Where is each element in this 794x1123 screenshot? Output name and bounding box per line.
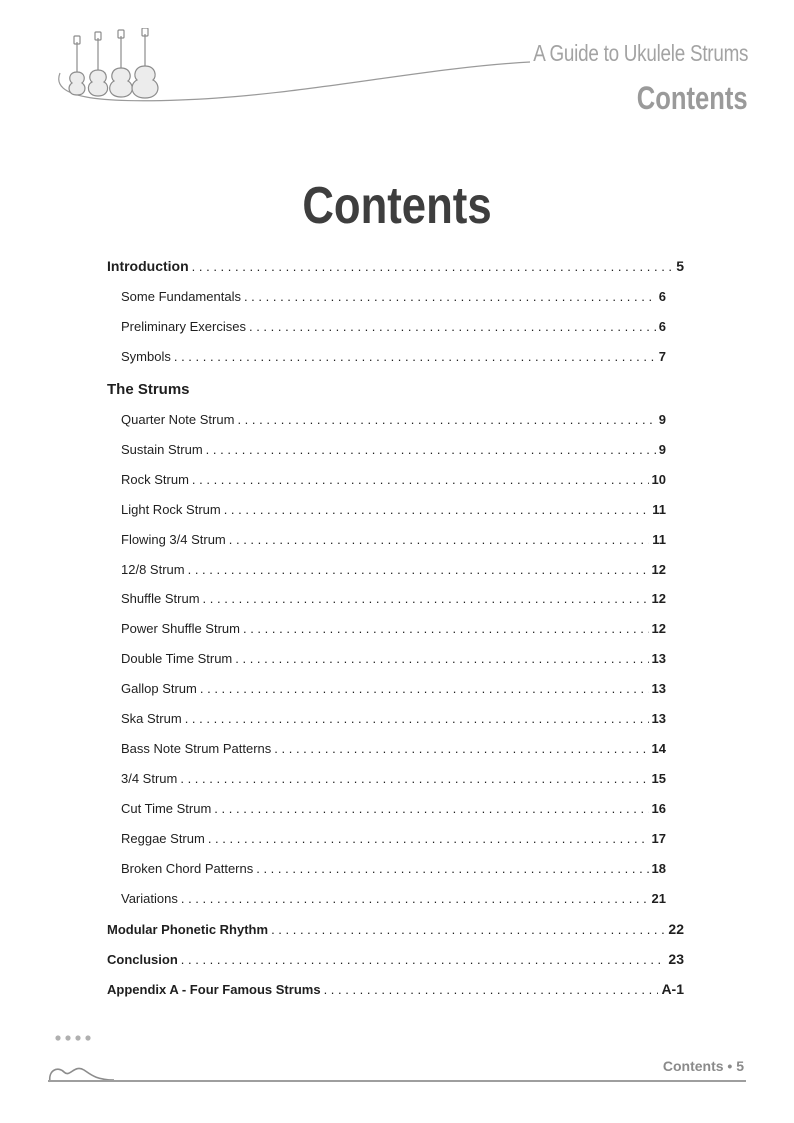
footer-rule xyxy=(48,1080,746,1082)
toc-entry[interactable] xyxy=(121,861,666,881)
dot-leader xyxy=(203,591,649,606)
toc-entry-page: 6 xyxy=(658,289,666,304)
dot-leader xyxy=(271,922,665,937)
dot-leader xyxy=(237,412,655,427)
dot-leader xyxy=(324,982,659,997)
toc-entry-title: Quarter Note Strum xyxy=(121,412,235,427)
toc-entry-title: Rock Strum xyxy=(121,472,189,487)
toc-entry-page: 22 xyxy=(668,921,684,937)
toc-entry-page: 23 xyxy=(668,951,684,967)
dot-leader xyxy=(235,651,648,666)
toc-entry-title: Conclusion xyxy=(107,952,178,967)
dot-leader xyxy=(243,621,649,636)
ukulele-icon xyxy=(110,30,133,97)
dot-leader xyxy=(181,891,649,906)
dot-leader xyxy=(192,259,674,274)
toc-entry[interactable] xyxy=(121,651,666,671)
toc-entry-page: 12 xyxy=(651,591,666,606)
toc-entry-title: Light Rock Strum xyxy=(121,502,221,517)
toc-entry[interactable] xyxy=(121,891,666,911)
toc-entry[interactable] xyxy=(121,741,666,761)
toc-entry-title: 3/4 Strum xyxy=(121,771,178,786)
ukulele-header-illustration xyxy=(40,28,560,118)
toc-entry[interactable] xyxy=(121,412,666,432)
toc-entry[interactable] xyxy=(121,771,666,791)
toc-entry-title: Symbols xyxy=(121,349,171,364)
toc-entry[interactable] xyxy=(121,289,666,309)
toc-entry-title: Shuffle Strum xyxy=(121,591,200,606)
toc-entry-page: 14 xyxy=(651,741,666,756)
page-footer: Contents • 5 xyxy=(662,1058,744,1074)
toc-entry[interactable] xyxy=(121,442,666,462)
dot-leader xyxy=(224,502,650,517)
dot-leader xyxy=(181,952,666,967)
dot-leader xyxy=(206,442,656,457)
ukulele-icon xyxy=(88,32,107,96)
toc-entry-title: Ska Strum xyxy=(121,711,182,726)
dot-leader xyxy=(229,532,649,547)
toc-entry-page: 9 xyxy=(658,442,666,457)
ukulele-icon xyxy=(69,36,85,95)
toc-entry-page: 12 xyxy=(651,562,666,577)
dot-leader xyxy=(249,319,656,334)
dot-leader xyxy=(188,562,649,577)
dot-leader xyxy=(214,801,648,816)
dot-leader xyxy=(274,741,648,756)
toc-entry-title: Gallop Strum xyxy=(121,681,197,696)
toc-entry-page: 17 xyxy=(651,831,666,846)
toc-section-heading: The Strums xyxy=(107,381,190,398)
toc-entry[interactable] xyxy=(121,349,666,369)
dot-leader xyxy=(200,681,649,696)
toc-entry[interactable] xyxy=(121,801,666,821)
page-title: Contents xyxy=(302,177,492,235)
dot-leader xyxy=(180,771,648,786)
toc-entry-title: Introduction xyxy=(107,258,189,274)
toc-entry-title: Cut Time Strum xyxy=(121,801,212,816)
toc-entry-page: 7 xyxy=(658,349,666,364)
toc-entry-page: 15 xyxy=(651,771,666,786)
toc-entry-page: 12 xyxy=(651,621,666,636)
toc-entry[interactable] xyxy=(121,591,666,611)
dot-leader xyxy=(185,711,649,726)
toc-entry-title: Appendix A - Four Famous Strums xyxy=(107,982,321,997)
toc-entry-page: 21 xyxy=(651,891,666,906)
toc-entry-modular-phonetic-rhythm[interactable] xyxy=(107,921,684,941)
toc-entry[interactable] xyxy=(121,831,666,851)
toc-entry-title: Double Time Strum xyxy=(121,651,233,666)
toc-entry-title: Flowing 3/4 Strum xyxy=(121,532,226,547)
toc-entry-conclusion[interactable] xyxy=(107,951,684,971)
toc-entry-title: Preliminary Exercises xyxy=(121,319,246,334)
toc-entry-appendix-a[interactable] xyxy=(107,981,684,1001)
running-section-title: Contents xyxy=(637,80,748,116)
toc-entry-title: Broken Chord Patterns xyxy=(121,861,254,876)
toc-entry[interactable] xyxy=(121,502,666,522)
toc-entry[interactable] xyxy=(121,472,666,492)
toc-entry-title: Power Shuffle Strum xyxy=(121,621,240,636)
book-title: A Guide to Ukulele Strums xyxy=(532,40,748,66)
toc-entry-page: 11 xyxy=(652,532,666,547)
toc-entry-page: 13 xyxy=(651,711,666,726)
toc-entry-page: 6 xyxy=(658,319,666,334)
dot-leader xyxy=(174,349,656,364)
dot-leader xyxy=(208,831,649,846)
toc-entry[interactable] xyxy=(121,681,666,701)
footer-ornament-icon xyxy=(44,1030,114,1086)
toc-entry-page: 5 xyxy=(676,258,684,274)
toc-entry-page: 10 xyxy=(651,472,666,487)
toc-entry[interactable] xyxy=(121,562,666,582)
toc-entry[interactable] xyxy=(121,711,666,731)
dot-leader xyxy=(256,861,648,876)
toc-entry-page: 13 xyxy=(651,681,666,696)
toc-entry-title: Sustain Strum xyxy=(121,442,203,457)
toc-entry-title: Modular Phonetic Rhythm xyxy=(107,922,269,937)
toc-entry-page: 18 xyxy=(651,861,666,876)
toc-entry-introduction[interactable] xyxy=(107,258,684,278)
toc-entry-title: Bass Note Strum Patterns xyxy=(121,741,272,756)
toc-entry-title: 12/8 Strum xyxy=(121,562,185,577)
toc-entry[interactable] xyxy=(121,621,666,641)
dot-leader xyxy=(192,472,649,487)
toc-entry-title: Reggae Strum xyxy=(121,831,205,846)
toc-entry-page: 13 xyxy=(651,651,666,666)
toc-entry[interactable] xyxy=(121,319,666,339)
toc-entry-page: 16 xyxy=(651,801,666,816)
toc-entry-title: Some Fundamentals xyxy=(121,289,241,304)
toc-entry-page: 11 xyxy=(652,502,666,517)
toc-entry-page: A-1 xyxy=(661,981,684,997)
toc-entry-title: Variations xyxy=(121,891,178,906)
ukulele-icon xyxy=(132,28,158,98)
toc-entry-page: 9 xyxy=(658,412,666,427)
toc-entry[interactable] xyxy=(121,532,666,552)
dot-leader xyxy=(244,289,656,304)
